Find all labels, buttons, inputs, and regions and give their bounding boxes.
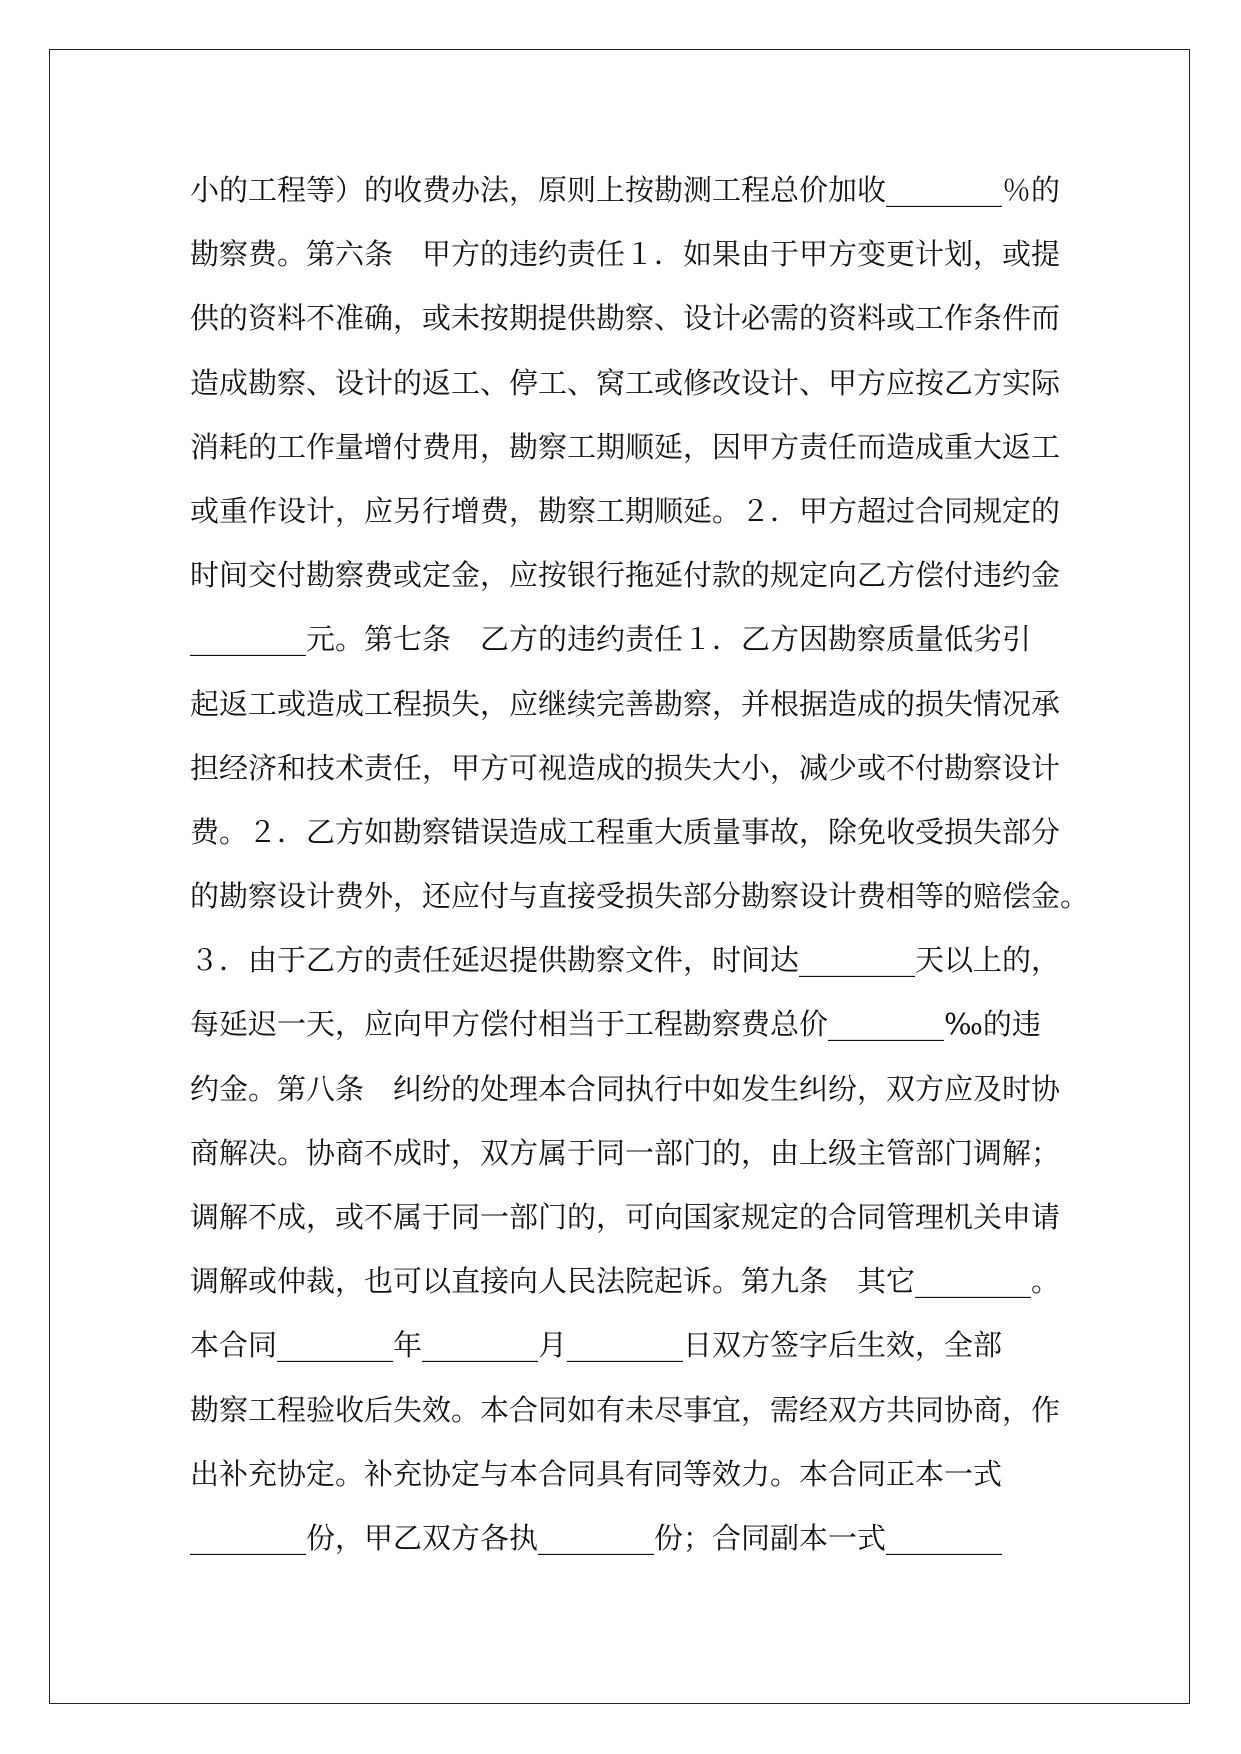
text-line: 费。２．乙方如勘察错误造成工程重大质量事故，除免收受损失部分 <box>190 814 1061 849</box>
text-line: 勘察工程验收后失效。本合同如有未尽事宜，需经双方共同协商，作 <box>190 1392 1061 1427</box>
text-line: ３．由于乙方的责任延迟提供勘察文件，时间达________天以上的， <box>190 943 1061 978</box>
text-line: 起返工或造成工程损失，应继续完善勘察，并根据造成的损失情况承 <box>190 686 1061 721</box>
text-line: 造成勘察、设计的返工、停工、窝工或修改设计、甲方应按乙方实际 <box>190 365 1061 400</box>
text-line: 勘察费。第六条 甲方的违约责任１．如果由于甲方变更计划，或提 <box>190 237 1061 272</box>
text-line: 约金。第八条 纠纷的处理本合同执行中如发生纠纷，双方应及时协 <box>190 1071 1061 1106</box>
text-line: 消耗的工作量增付费用，勘察工期顺延，因甲方责任而造成重大返工 <box>190 429 1061 464</box>
text-line: 本合同________年________月________日双方签字后生效，全部 <box>190 1328 1003 1363</box>
text-line: 调解或仲裁，也可以直接向人民法院起诉。第九条 其它________。 <box>190 1264 1061 1299</box>
text-line: ________元。第七条 乙方的违约责任１．乙方因勘察质量低劣引 <box>190 622 1032 657</box>
text-line: 或重作设计，应另行增费，勘察工期顺延。２．甲方超过合同规定的 <box>190 493 1061 528</box>
text-line: 时间交付勘察费或定金，应按银行拖延付款的规定向乙方偿付违约金 <box>190 558 1061 593</box>
text-line: 商解决。协商不成时，双方属于同一部门的，由上级主管部门调解； <box>190 1135 1061 1170</box>
text-line: 小的工程等）的收费办法，原则上按勘测工程总价加收________％的 <box>190 173 1061 207</box>
text-line: 调解不成，或不属于同一部门的，可向国家规定的合同管理机关申请 <box>190 1200 1061 1234</box>
text-line: 担经济和技术责任，甲方可视造成的损失大小，减少或不付勘察设计 <box>190 750 1061 785</box>
text-line: 出补充协定。补充协定与本合同具有同等效力。本合同正本一式 <box>190 1456 1003 1491</box>
text-line: 供的资料不准确，或未按期提供勘察、设计必需的资料或工作条件而 <box>190 301 1061 336</box>
document-body <box>190 158 1090 1570</box>
text-line: ________份，甲乙双方各执________份；合同副本一式________ <box>190 1520 1003 1555</box>
text-line: 的勘察设计费外，还应付与直接受损失部分勘察设计费相等的赔偿金。 <box>190 879 1090 914</box>
text-line: 每延迟一天，应向甲方偿付相当于工程勘察费总价________‰的违 <box>190 1007 1041 1042</box>
